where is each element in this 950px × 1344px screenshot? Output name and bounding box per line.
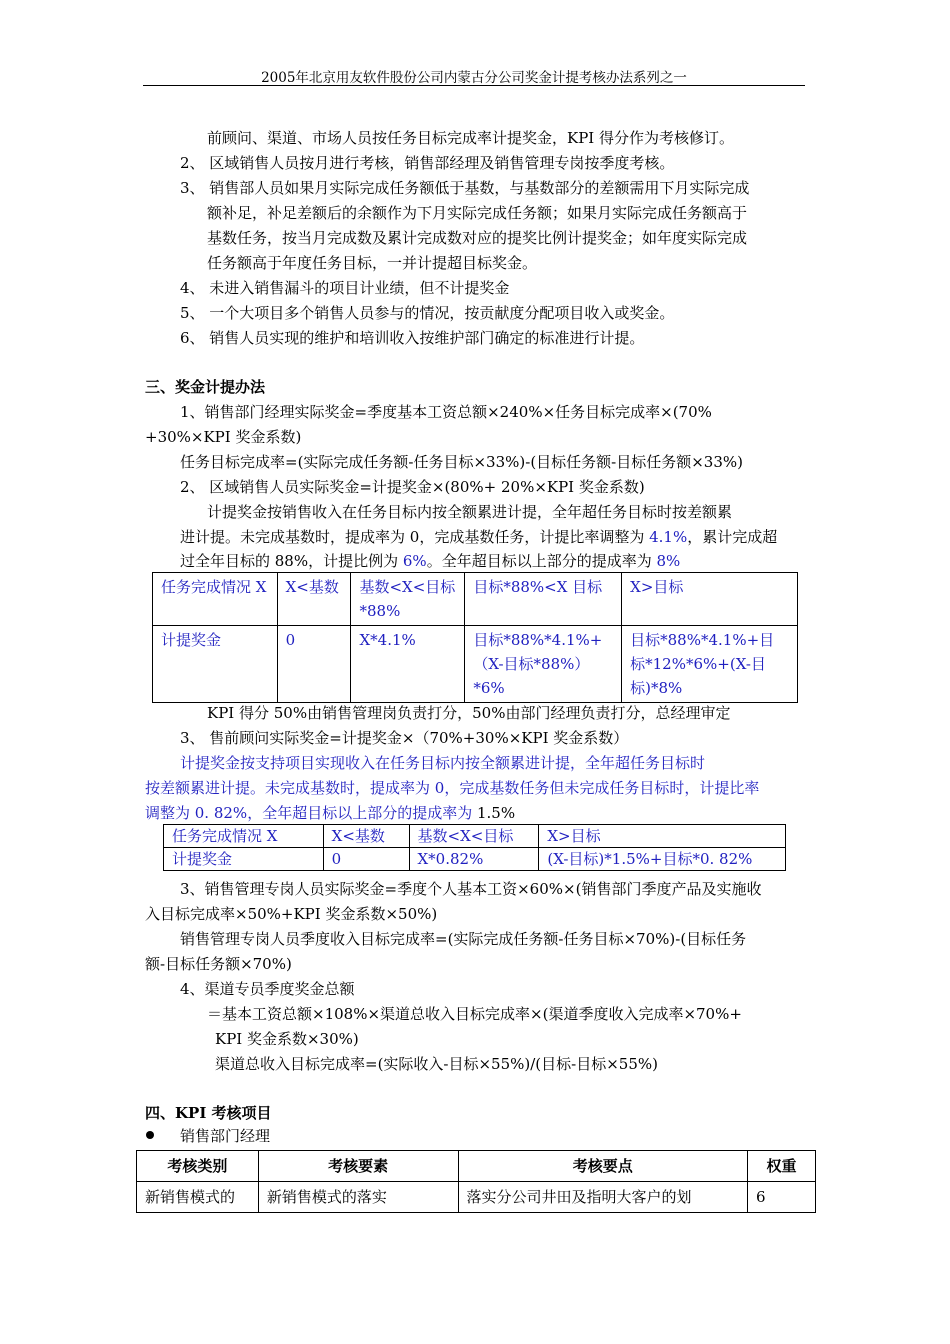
table-cell: (X-目标)*1.5%+目标*0. 82%: [539, 848, 786, 871]
rate-value: 6%: [402, 552, 427, 570]
table-header-row: [137, 1151, 816, 1182]
text-line: 销售部门经理: [180, 1127, 271, 1145]
table-row: [164, 848, 786, 871]
text-line: 6、 销售人员实现的维护和培训收入按维护部门确定的标准进行计提。: [180, 329, 645, 347]
text-line: KPI 奖金系数×30%): [215, 1030, 359, 1048]
text-line: 任务额高于年度任务目标，一并计提超目标奖金。: [207, 254, 538, 272]
table-cell: 0: [323, 848, 409, 871]
text-fragment: 调整为 0. 82%，全年超目标以上部分的提成率为: [145, 804, 477, 822]
text-line: [145, 803, 515, 823]
table-cell: 基数<X<目标*88%: [351, 573, 465, 626]
bonus-table-sales: [152, 572, 798, 703]
rate-value: 1.5%: [476, 804, 516, 822]
text-line: +30%×KPI 奖金系数): [145, 428, 302, 446]
text-line: 入目标完成率×50%+KPI 奖金系数×50%): [145, 905, 438, 923]
table-cell: 任务完成情况 X: [153, 573, 278, 626]
text-line: 4、渠道专员季度奖金总额: [180, 980, 355, 998]
section-heading-4: 四、KPI 考核项目: [145, 1104, 272, 1122]
text-line: 前顾问、渠道、市场人员按任务目标完成率计提奖金，KPI 得分作为考核修订。: [207, 129, 734, 147]
table-cell: X>目标: [622, 573, 798, 626]
table-cell: X>目标: [539, 825, 786, 848]
text-line: 额-目标任务额×70%): [145, 955, 292, 973]
table-header-cell: 考核要素: [258, 1151, 458, 1182]
bullet-icon: [146, 1131, 154, 1139]
text-line: 1、销售部门经理实际奖金=季度基本工资总额×240%×任务目标完成率×(70%: [180, 403, 712, 421]
table-cell: 目标*88%*4.1%+（X-目标*88%）*6%: [465, 626, 622, 703]
table-header-cell: 考核要点: [458, 1151, 748, 1182]
table-cell: 计提奖金: [153, 626, 278, 703]
text-line: 销售管理专岗人员季度收入目标完成率=(实际完成任务额-任务目标×70%)-(目标任务: [180, 930, 747, 948]
text-line: 5、 一个大项目多个销售人员参与的情况，按贡献度分配项目收入或奖金。: [180, 304, 675, 322]
table-cell: X<基数: [323, 825, 409, 848]
text-fragment: 。全年超目标以上部分的提成率为: [426, 552, 657, 570]
table-cell: X*0.82%: [409, 848, 539, 871]
text-line: 渠道总收入目标完成率=(实际收入-目标×55%)/(目标-目标×55%): [215, 1055, 658, 1073]
table-cell: X*4.1%: [351, 626, 465, 703]
table-cell: 任务完成情况 X: [164, 825, 324, 848]
text-line: 2、 区域销售人员按月进行考核，销售部经理及销售管理专岗按季度考核。: [180, 154, 675, 172]
kpi-table: [136, 1150, 816, 1213]
table-cell: X<基数: [277, 573, 351, 626]
header-rule: [143, 85, 805, 86]
rate-value: 4.1%: [649, 528, 688, 546]
table-cell: 新销售模式的落实: [258, 1182, 458, 1213]
table-cell: 新销售模式的: [137, 1182, 259, 1213]
table-cell: 0: [277, 626, 351, 703]
table-cell: 目标*88%<X 目标: [465, 573, 622, 626]
table-cell: 6: [748, 1182, 816, 1213]
table-row: [164, 825, 786, 848]
text-line: 任务目标完成率=(实际完成任务额-任务目标×33%)-(目标任务额-目标任务额×33%): [180, 453, 744, 471]
text-line: 计提奖金按支持项目实现收入在任务目标内按全额累进计提，全年超任务目标时: [180, 754, 706, 772]
text-line: 计提奖金按销售收入在任务目标内按全额累进计提，全年超任务目标时按差额累: [207, 503, 733, 521]
text-fragment: 过全年目标的 88%，计提比例为: [180, 552, 403, 570]
table-cell: 目标*88%*4.1%+目标*12%*6%+(X-目标)*8%: [622, 626, 798, 703]
text-line: 3、 销售部人员如果月实际完成任务额低于基数，与基数部分的差额需用下月实际完成: [180, 179, 750, 197]
text-fragment: 进计提。未完成基数时，提成率为 0，完成基数任务，计提比率调整为: [180, 528, 650, 546]
text-line: ＝基本工资总额×108%×渠道总收入目标完成率×(渠道季度收入完成率×70%+: [207, 1005, 742, 1023]
text-line: [180, 551, 680, 571]
rate-value: 8%: [656, 552, 681, 570]
bonus-table-presales: [163, 824, 786, 871]
text-line: 额补足，补足差额后的余额作为下月实际完成任务额；如果月实际完成任务额高于: [207, 204, 748, 222]
text-line: [180, 527, 777, 547]
table-row: [137, 1182, 816, 1213]
table-header-cell: 权重: [748, 1151, 816, 1182]
table-row: [153, 626, 798, 703]
table-cell: 基数<X<目标: [409, 825, 539, 848]
text-line: 2、 区域销售人员实际奖金=计提奖金×(80%+ 20%×KPI 奖金系数): [180, 478, 645, 496]
table-header-cell: 考核类别: [137, 1151, 259, 1182]
table-row: [153, 573, 798, 626]
table-cell: 计提奖金: [164, 848, 324, 871]
table-cell: 落实分公司井田及指明大客户的划: [458, 1182, 748, 1213]
text-line: 4、 未进入销售漏斗的项目计业绩，但不计提奖金: [180, 279, 510, 297]
text-line: 按差额累进计提。未完成基数时，提成率为 0，完成基数任务但未完成任务目标时，计提比率: [145, 779, 760, 797]
text-line: KPI 得分 50%由销售管理岗负责打分，50%由部门经理负责打分，总经理审定: [207, 704, 731, 722]
section-heading-3: 三、奖金计提办法: [145, 378, 266, 396]
page-header: 2005年北京用友软件股份公司内蒙古分公司奖金计提考核办法系列之一: [261, 70, 687, 86]
text-line: 3、 售前顾问实际奖金=计提奖金×（70%+30%×KPI 奖金系数）: [180, 729, 629, 747]
text-fragment: ，累计完成超: [687, 528, 778, 546]
text-line: 3、销售管理专岗人员实际奖金=季度个人基本工资×60%×(销售部门季度产品及实施收: [180, 880, 762, 898]
text-line: 基数任务，按当月完成数及累计完成数对应的提奖比例计提奖金；如年度实际完成: [207, 229, 748, 247]
